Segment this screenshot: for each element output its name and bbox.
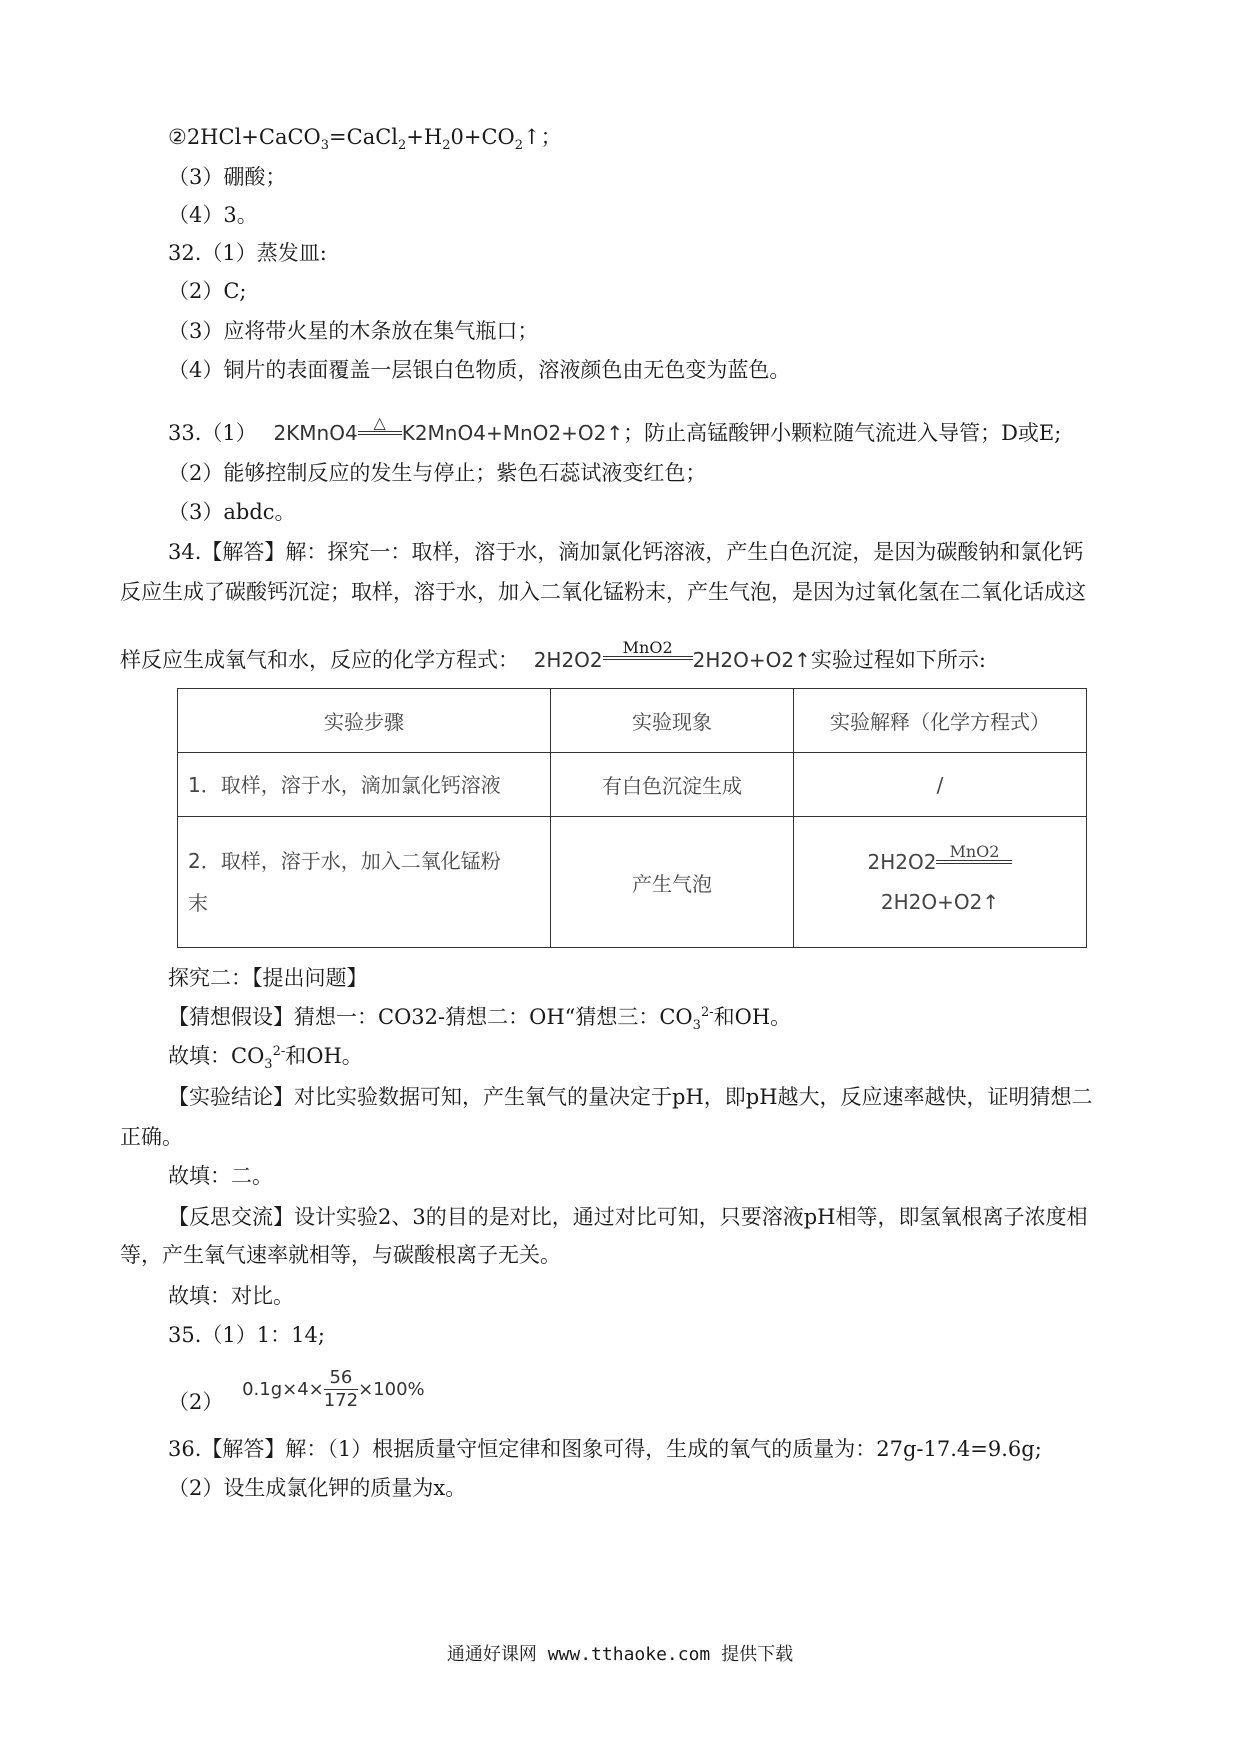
subscript: 2 (398, 138, 407, 154)
line-text: 故填：CO (168, 1044, 265, 1068)
table-cell: 1．取样，溶于水，滴加氯化钙溶液 (178, 753, 551, 817)
answer-line: （3）abdc。 (168, 500, 296, 524)
answer-line (120, 637, 986, 675)
answer-line: 【反思交流】设计实验2、3的目的是对比，通过对比可知，只要溶液pH相等，即氢氧根离子浓度相 (168, 1205, 1088, 1229)
line-text: 【猜想假设】猜想一：CO32-猜想二：OH“猜想三：CO (168, 1005, 693, 1029)
line-text: +H (406, 125, 443, 149)
line-text: 和OH。 (285, 1044, 363, 1068)
equation-top (795, 842, 1085, 882)
answer-line (168, 1041, 363, 1071)
answer-line: 等，产生氧气速率就相等，与碳酸根离子无关。 (120, 1243, 561, 1267)
answer-line (168, 122, 562, 152)
line-text: 0+CO (450, 125, 515, 149)
answer-line: 32.（1）蒸发皿: (168, 241, 327, 265)
reaction-condition: MnO2 (622, 637, 673, 657)
answer-line: （2）能够控制反应的发生与停止；紫色石蕊试液变红色； (168, 461, 707, 485)
answer-line: 正确。 (120, 1125, 183, 1149)
line-text: ↑； (523, 125, 562, 149)
equation-left: 2KMnO4 (273, 421, 358, 445)
answer-line (168, 1358, 425, 1420)
reaction-condition: MnO2 (949, 841, 1000, 861)
formula-part: ×100% (358, 1379, 425, 1400)
answer-line: 36.【解答】解：（1）根据质量守恒定律和图象可得，生成的氧气的质量为：27g-17.4=9.6g; (168, 1437, 1042, 1461)
subscript: 2 (442, 138, 451, 154)
fraction (324, 1367, 358, 1412)
cell-line: 末 (188, 891, 208, 915)
equation-left: 2H2O2 (533, 648, 603, 672)
answer-line: （3）硼酸； (168, 165, 287, 189)
answer-line: 探究二：【提出问题】 (168, 966, 368, 990)
subscript: 3 (692, 1018, 701, 1034)
equation-right: 2H2O+O2↑ (692, 648, 811, 672)
answer-line: （2）C; (168, 279, 247, 303)
answer-line: 34.【解答】解：探究一：取样，溶于水，滴加氯化钙溶液，产生白色沉淀，是因为碳酸钠和氯化钙 (168, 540, 1084, 564)
table-cell: 有白色沉淀生成 (551, 753, 794, 817)
reaction-arrow (358, 412, 402, 435)
experiment-table (177, 688, 1087, 948)
table-header: 实验解释（化学方程式） (794, 689, 1087, 753)
answer-line: 反应生成了碳酸钙沉淀；取样，溶于水，加入二氧化锰粉末，产生气泡，是因为过氧化氢在二氧化话成这 (120, 580, 1086, 604)
table-row (178, 753, 1087, 817)
subscript: 3 (264, 1057, 273, 1073)
line-text: 和OH。 (713, 1005, 792, 1029)
table-cell (178, 817, 551, 948)
table-cell: 产生气泡 (551, 817, 794, 948)
subscript: 3 (320, 138, 330, 154)
line-text: ；防止高锰酸钾小颗粒随气流进入导管；D或E; (623, 421, 1062, 445)
table-header-row (178, 689, 1087, 753)
answer-line (168, 1002, 791, 1032)
answer-line (168, 412, 1062, 448)
table-header: 实验现象 (551, 689, 794, 753)
line-text: （2） (168, 1390, 224, 1414)
reaction-condition: △ (373, 412, 386, 432)
reaction-arrow (936, 841, 1012, 864)
answer-line: （4）3。 (168, 203, 258, 227)
answer-line: 故填：对比。 (168, 1284, 294, 1308)
numerator: 56 (324, 1367, 358, 1390)
line-text: 样反应生成氧气和水，反应的化学方程式： (120, 648, 519, 672)
answer-line: （2）设生成氯化钾的质量为x。 (168, 1476, 467, 1500)
table-cell (794, 817, 1087, 948)
formula-part: 0.1g×4× (242, 1379, 324, 1400)
denominator: 172 (323, 1390, 359, 1411)
page-footer: 通通好课网 www.tthaoke.com 提供下载 (446, 1644, 794, 1665)
equation-left: 2H2O2 (867, 850, 937, 874)
equation-bottom: 2H2O+O2↑ (880, 890, 1000, 914)
cell-line: 2．取样，溶于水，加入二氧化锰粉 (188, 849, 501, 873)
reaction-arrow (603, 637, 693, 660)
table-row (178, 817, 1087, 948)
answer-line: （4）铜片的表面覆盖一层银白色物质，溶液颜色由无色变为蓝色。 (168, 358, 791, 382)
answer-line: （3）应将带火星的木条放在集气瓶口； (168, 319, 539, 343)
subscript: 2 (514, 138, 524, 154)
line-text: 33.（1） (168, 421, 257, 445)
line-text: ②2HCl+CaCO (168, 125, 321, 149)
equation-right: K2MnO4+MnO2+O2↑ (401, 421, 624, 445)
table-cell: / (794, 753, 1087, 817)
answer-line: 故填：二。 (168, 1164, 273, 1188)
line-text: =CaCl (329, 125, 399, 149)
line-text: 实验过程如下所示: (810, 648, 986, 672)
answer-line: 【实验结论】对比实验数据可知，产生氧气的量决定于pH，即pH越大，反应速率越快，证明猜想二 (168, 1085, 1093, 1109)
table-header: 实验步骤 (178, 689, 551, 753)
answer-line: 35.（1）1：14; (168, 1323, 325, 1347)
superscript: 2- (272, 1044, 286, 1059)
superscript: 2- (700, 1005, 714, 1020)
